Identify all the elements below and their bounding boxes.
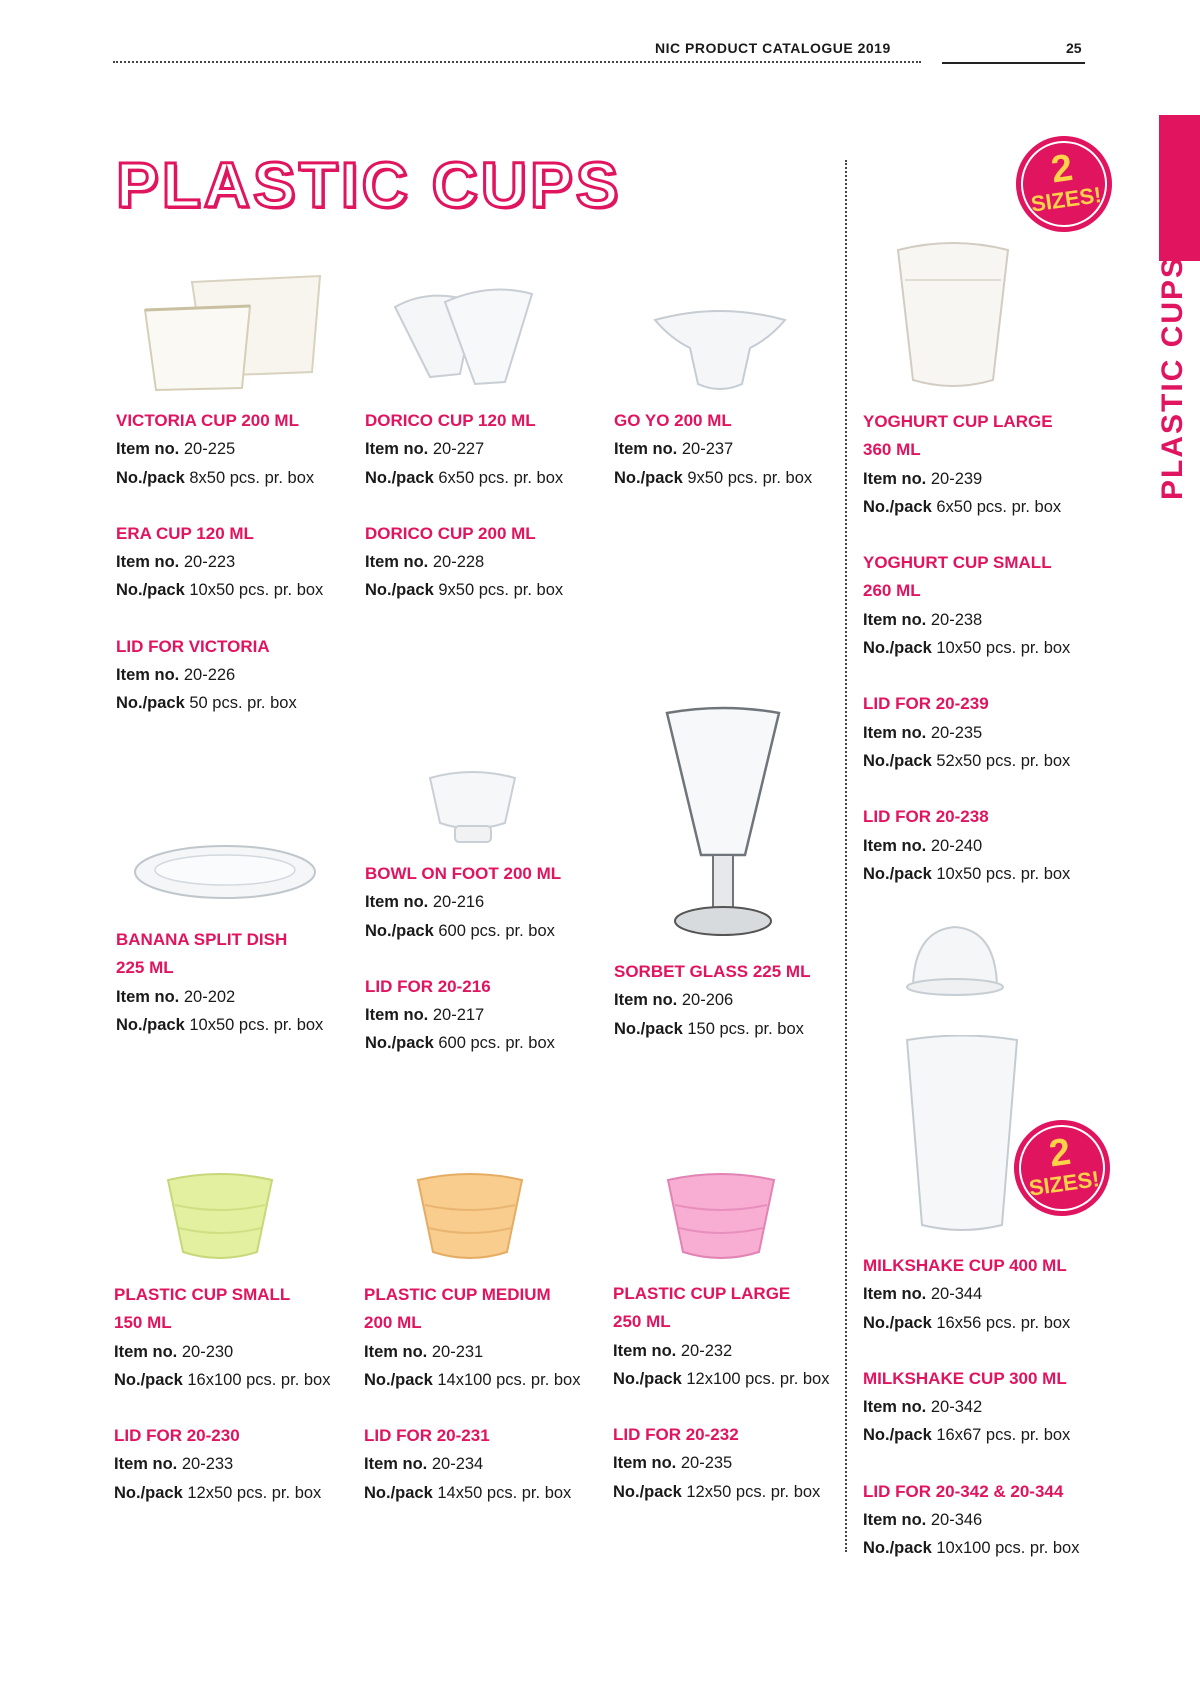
product-title-size: 150 ML <box>114 1313 172 1333</box>
bowl-on-foot-image <box>425 768 520 848</box>
item-number-row: Item no. 20-223 <box>116 553 236 572</box>
product-column-1-middle <box>116 926 323 1039</box>
go-yo-cup-image <box>650 308 790 393</box>
side-tab-marker <box>1159 115 1200 261</box>
pack-row: No./pack 150 pcs. pr. box <box>614 1019 804 1038</box>
item-number-row: Item no. 20-202 <box>116 987 236 1006</box>
product-title: LID FOR 20-342 & 20-344 <box>863 1481 1064 1501</box>
item-number-row: Item no. 20-206 <box>614 991 734 1010</box>
product-title: LID FOR 20-232 <box>613 1425 739 1445</box>
product-column-3-bottom <box>613 1280 829 1506</box>
pack-row: No./pack 12x50 pcs. pr. box <box>613 1482 821 1501</box>
product-column-2-top <box>365 407 563 605</box>
milkshake-dome-lid-image <box>905 925 1005 1000</box>
banana-split-dish-image <box>130 840 320 910</box>
page-title: PLASTIC CUPS <box>116 149 622 221</box>
badge-text: SIZES! <box>1029 182 1104 217</box>
product-title: YOGHURT CUP SMALL <box>863 553 1052 573</box>
page-number: 25 <box>1066 40 1082 56</box>
pack-row: No./pack 6x50 pcs. pr. box <box>863 497 1062 516</box>
pack-row: No./pack 9x50 pcs. pr. box <box>614 468 813 487</box>
badge-text: SIZES! <box>1027 1166 1102 1201</box>
product-title-size: 225 ML <box>116 958 174 978</box>
product-column-3-middle <box>614 958 810 1043</box>
pack-row: No./pack 600 pcs. pr. box <box>365 921 555 940</box>
item-number-row: Item no. 20-216 <box>365 893 485 912</box>
product-title: DORICO CUP 200 ML <box>365 523 536 543</box>
pack-row: No./pack 9x50 pcs. pr. box <box>365 581 564 600</box>
product-column-4-bottom <box>863 1252 1079 1563</box>
badge-number: 2 <box>1046 1130 1074 1176</box>
pack-row: No./pack 600 pcs. pr. box <box>365 1034 555 1053</box>
product-title-size: 260 ML <box>863 581 921 601</box>
item-number-row: Item no. 20-238 <box>863 610 983 629</box>
dorico-cups-image <box>390 282 535 387</box>
item-number-row: Item no. 20-227 <box>365 440 485 459</box>
item-number-row: Item no. 20-235 <box>613 1454 733 1473</box>
milkshake-cup-image <box>902 1035 1022 1235</box>
pack-row: No./pack 10x50 pcs. pr. box <box>116 581 324 600</box>
product-column-1-bottom <box>114 1281 330 1507</box>
product-column-2-middle <box>365 860 561 1058</box>
product-title: BOWL ON FOOT 200 ML <box>365 864 562 883</box>
item-number-row: Item no. 20-342 <box>863 1398 983 1417</box>
product-column-3-top <box>614 407 812 492</box>
item-number-row: Item no. 20-217 <box>365 1006 485 1025</box>
header-solid-rule <box>942 62 1085 64</box>
pack-row: No./pack 6x50 pcs. pr. box <box>365 468 564 487</box>
product-title: LID FOR 20-238 <box>863 807 989 827</box>
product-title: PLASTIC CUP LARGE <box>613 1284 791 1303</box>
product-title: DORICO CUP 120 ML <box>365 411 536 430</box>
item-number-row: Item no. 20-226 <box>116 666 236 685</box>
header-dotted-rule <box>113 61 921 63</box>
item-number-row: Item no. 20-230 <box>114 1342 234 1361</box>
product-title: GO YO 200 ML <box>614 411 732 430</box>
plastic-cup-small-image <box>165 1170 275 1265</box>
victoria-era-cups-image <box>140 262 325 392</box>
product-title-size: 360 ML <box>863 440 921 460</box>
yoghurt-cup-image <box>893 240 1013 392</box>
product-title: ERA CUP 120 ML <box>116 523 254 543</box>
product-title: LID FOR 20-216 <box>365 976 491 996</box>
item-number-row: Item no. 20-231 <box>364 1342 484 1361</box>
product-title: LID FOR 20-231 <box>364 1426 490 1446</box>
pack-row: No./pack 52x50 pcs. pr. box <box>863 751 1071 770</box>
pack-row: No./pack 10x100 pcs. pr. box <box>863 1539 1080 1558</box>
catalogue-title: NIC PRODUCT CATALOGUE 2019 <box>655 40 891 56</box>
item-number-row: Item no. 20-225 <box>116 440 236 459</box>
two-sizes-badge <box>1008 1114 1116 1222</box>
pack-row: No./pack 12x50 pcs. pr. box <box>114 1483 322 1502</box>
product-title: MILKSHAKE CUP 400 ML <box>863 1256 1067 1275</box>
product-title: MILKSHAKE CUP 300 ML <box>863 1368 1067 1388</box>
pack-row: No./pack 14x100 pcs. pr. box <box>364 1370 581 1389</box>
plastic-cup-large-image <box>665 1170 777 1265</box>
product-column-2-bottom <box>364 1281 580 1507</box>
product-title: VICTORIA CUP 200 ML <box>116 411 299 430</box>
pack-row: No./pack 50 pcs. pr. box <box>116 694 297 713</box>
product-title: PLASTIC CUP MEDIUM <box>364 1285 551 1304</box>
product-title-size: 250 ML <box>613 1312 671 1332</box>
product-title: SORBET GLASS 225 ML <box>614 962 811 981</box>
item-number-row: Item no. 20-228 <box>365 553 485 572</box>
product-title-size: 200 ML <box>364 1313 422 1333</box>
product-title: PLASTIC CUP SMALL <box>114 1285 291 1304</box>
pack-row: No./pack 14x50 pcs. pr. box <box>364 1483 572 1502</box>
product-column-4-top <box>863 408 1070 888</box>
pack-row: No./pack 8x50 pcs. pr. box <box>116 468 315 487</box>
product-title: LID FOR 20-239 <box>863 694 989 714</box>
item-number-row: Item no. 20-232 <box>613 1341 733 1360</box>
item-number-row: Item no. 20-344 <box>863 1285 983 1304</box>
item-number-row: Item no. 20-237 <box>614 440 734 459</box>
product-title: LID FOR VICTORIA <box>116 636 270 656</box>
pack-row: No./pack 10x50 pcs. pr. box <box>116 1015 324 1034</box>
pack-row: No./pack 10x50 pcs. pr. box <box>863 864 1071 883</box>
pack-row: No./pack 16x67 pcs. pr. box <box>863 1426 1071 1445</box>
column-divider <box>845 160 847 1552</box>
item-number-row: Item no. 20-235 <box>863 723 983 742</box>
sorbet-glass-image <box>663 705 783 945</box>
pack-row: No./pack 16x100 pcs. pr. box <box>114 1370 331 1389</box>
pack-row: No./pack 12x100 pcs. pr. box <box>613 1369 830 1388</box>
side-tab-label: PLASTIC CUPS <box>1156 255 1189 500</box>
item-number-row: Item no. 20-233 <box>114 1455 234 1474</box>
item-number-row: Item no. 20-234 <box>364 1455 484 1474</box>
product-column-1-top <box>116 407 323 718</box>
item-number-row: Item no. 20-240 <box>863 836 983 855</box>
two-sizes-badge <box>1010 130 1118 238</box>
item-number-row: Item no. 20-239 <box>863 469 983 488</box>
plastic-cup-medium-image <box>415 1170 525 1265</box>
product-title: YOGHURT CUP LARGE <box>863 412 1053 431</box>
product-title: BANANA SPLIT DISH <box>116 930 288 949</box>
pack-row: No./pack 16x56 pcs. pr. box <box>863 1313 1071 1332</box>
product-title: LID FOR 20-230 <box>114 1426 240 1446</box>
item-number-row: Item no. 20-346 <box>863 1511 983 1530</box>
pack-row: No./pack 10x50 pcs. pr. box <box>863 639 1071 658</box>
badge-number: 2 <box>1048 146 1076 192</box>
